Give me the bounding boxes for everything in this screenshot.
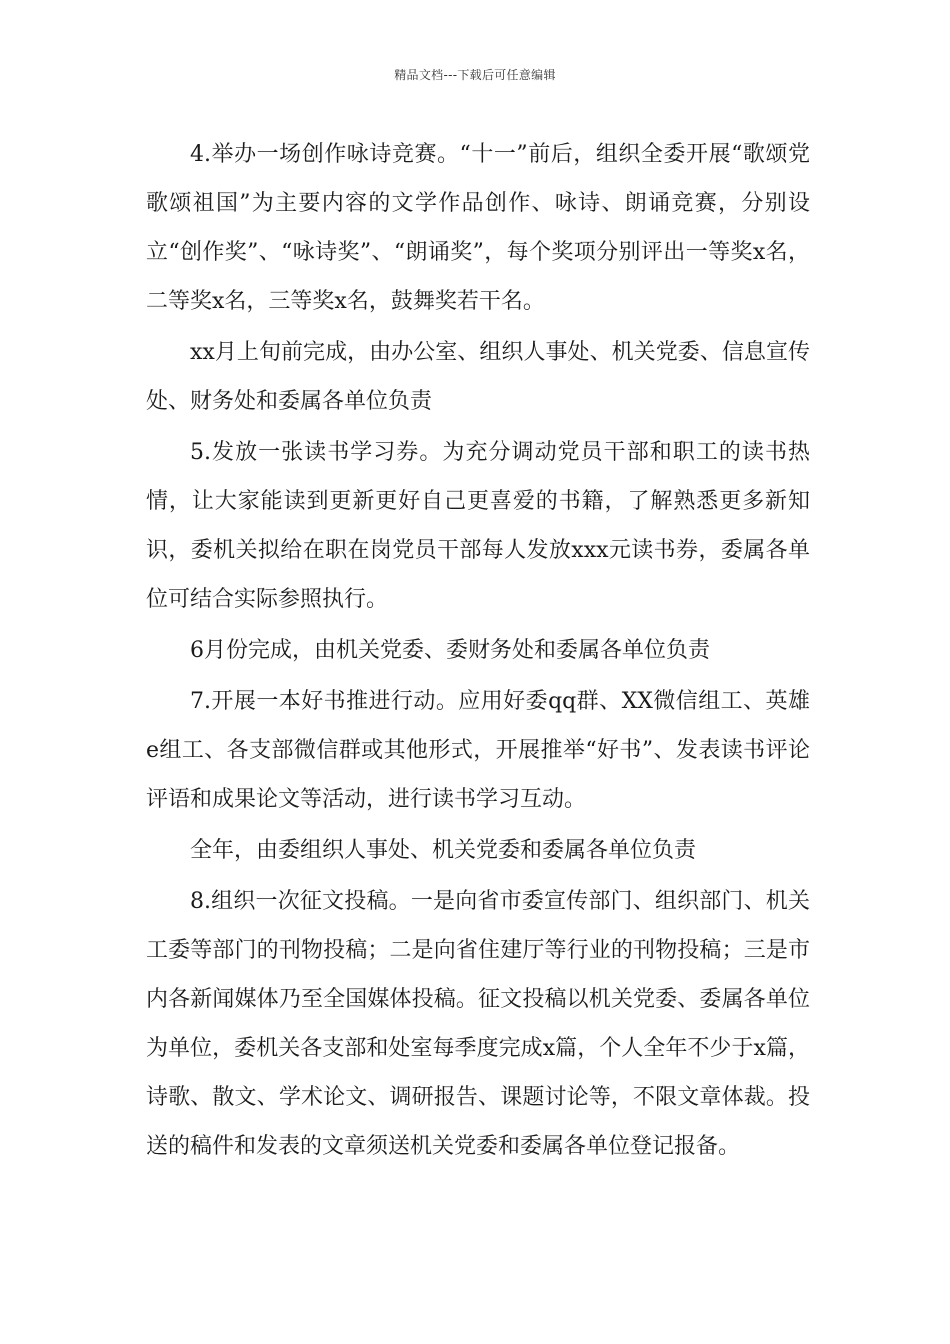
page-header: 精品文档---下载后可任意编辑 bbox=[394, 68, 556, 82]
paragraph-item-5-schedule: 6月份完成，由机关党委、委财务处和委属各单位负责 bbox=[190, 638, 710, 663]
paragraph-item-4: 4.举办一场创作咏诗竞赛。“十一”前后，组织全委开展“歌颂党歌颂祖国”为主要内容的文学作品创作、咏诗、朗诵竞赛，分别设立“创作奖”、“咏诗奖”、“朗诵奖”，每个奖项分别评出一等奖x名，二等奖x名，三等奖x名，鼓舞奖若干名。 bbox=[146, 142, 810, 314]
paragraph-item-8: 8.组织一次征文投稿。一是向省市委宣传部门、组织部门、机关工委等部门的刊物投稿；二是向省住建厅等行业的刊物投稿；三是市内各新闻媒体乃至全国媒体投稿。征文投稿以机关党委、委属各单位为单位，委机关各支部和处室每季度完成x篇，个人全年不少于x篇，诗歌、散文、学术论文、调研报告、课题讨论等，不限文章体裁。投送的稿件和发表的文章须送机关党委和委属各单位登记报备。 bbox=[146, 889, 810, 1159]
paragraph-item-4-schedule: xx月上旬前完成，由办公室、组织人事处、机关党委、信息宣传处、财务处和委属各单位负责 bbox=[146, 340, 810, 414]
paragraph-item-7-schedule: 全年，由委组织人事处、机关党委和委属各单位负责 bbox=[190, 838, 697, 863]
paragraph-item-7: 7.开展一本好书推进行动。应用好委qq群、XX微信组工、英雄e组工、各支部微信群或其他形式，开展推举“好书”、发表读书评论评语和成果论文等活动，进行读书学习互动。 bbox=[146, 689, 810, 812]
document-body bbox=[146, 130, 810, 1171]
paragraph-item-5: 5.发放一张读书学习券。为充分调动党员干部和职工的读书热情，让大家能读到更新更好自己更喜爱的书籍，了解熟悉更多新知识，委机关拟给在职在岗党员干部每人发放xxx元读书券，委属各单位可结合实际参照执行。 bbox=[146, 440, 810, 612]
